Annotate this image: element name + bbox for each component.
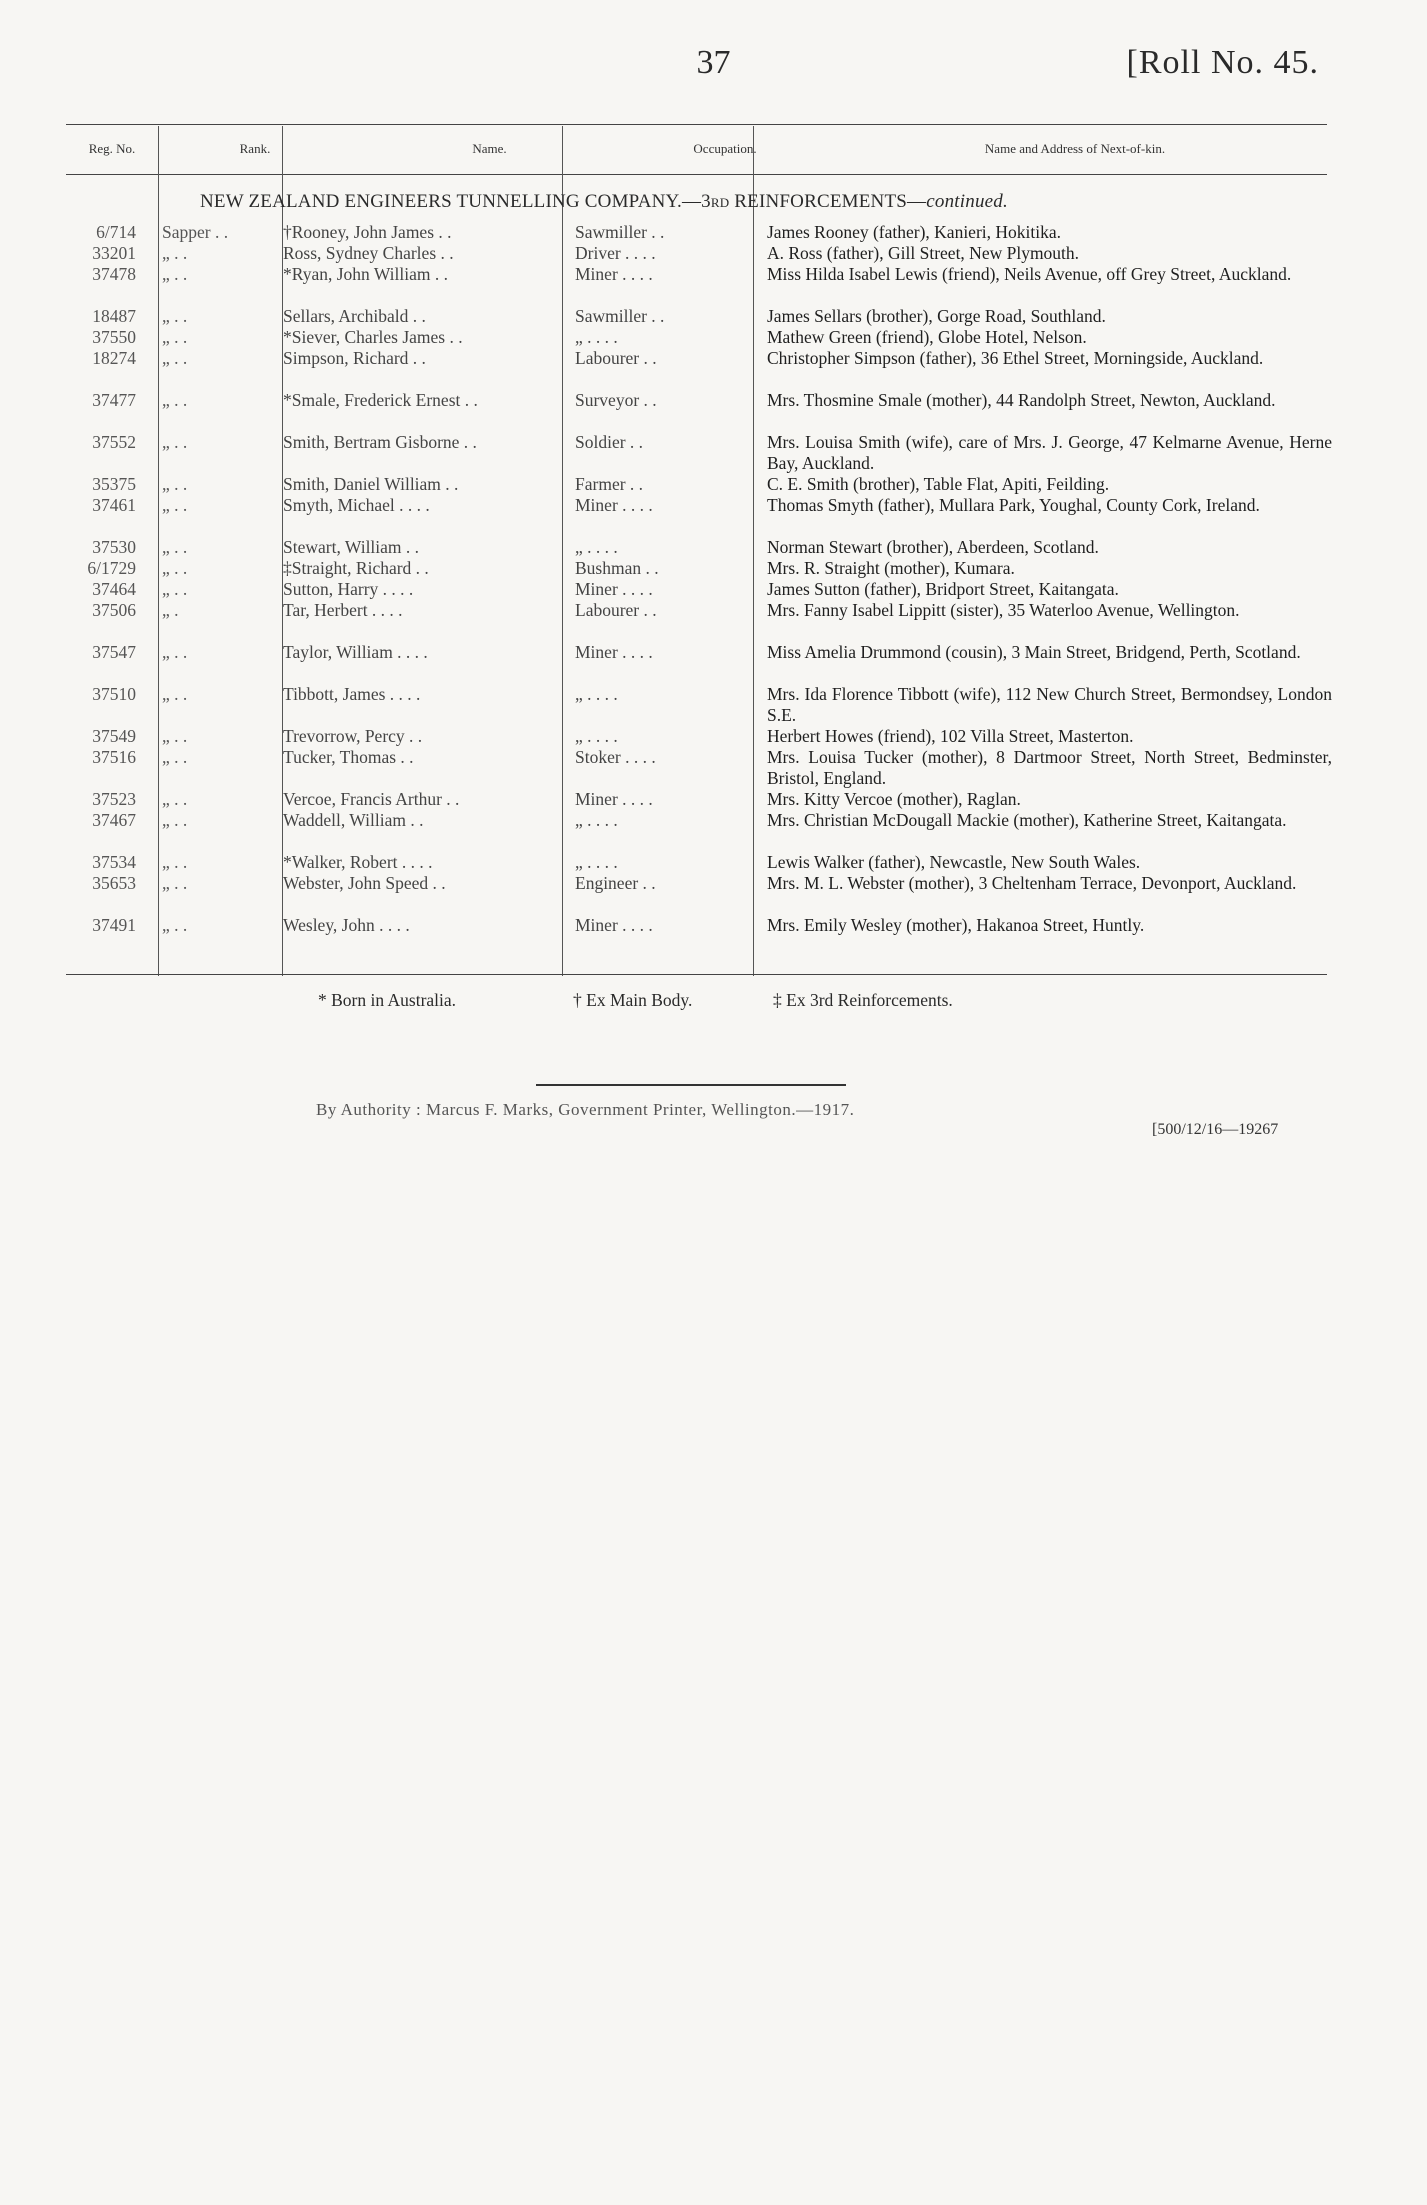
reg-number: 6/1729 <box>87 558 136 578</box>
reg-number: 37552 <box>92 432 136 452</box>
soldier-name: *Walker, Robert . . . . <box>283 852 433 872</box>
next-of-kin: Mrs. Christian McDougall Mackie (mother), Katherine Street, Kaitangata. <box>767 810 1287 830</box>
reg-number: 37516 <box>92 747 136 767</box>
next-of-kin: Mrs. Ida Florence Tibbott (wife), 112 New Church Street, Bermondsey, London S.E. <box>767 684 1332 725</box>
footnote-ex-main-body: † Ex Main Body. <box>573 990 693 1010</box>
soldier-name: Trevorrow, Percy . . <box>283 726 423 746</box>
occupation: „ . . . . <box>575 726 618 746</box>
rank: „ . . <box>162 915 188 935</box>
header-rule <box>66 174 1327 175</box>
next-of-kin: Lewis Walker (father), Newcastle, New South Wales. <box>767 852 1141 872</box>
soldier-name: Webster, John Speed . . <box>283 873 446 893</box>
reg-number: 37467 <box>92 810 136 830</box>
column-divider <box>562 126 563 976</box>
reg-number: 37530 <box>92 537 136 557</box>
rank: „ . . <box>162 726 188 746</box>
rank: „ . . <box>162 495 188 515</box>
footnote-ex-3rd: ‡ Ex 3rd Reinforcements. <box>773 990 953 1010</box>
occupation: Bushman . . <box>575 558 659 578</box>
next-of-kin: Herbert Howes (friend), 102 Villa Street, Masterton. <box>767 726 1134 746</box>
header-rank: Rank. <box>239 141 271 156</box>
occupation: Sawmiller . . <box>575 306 665 326</box>
rank: „ . . <box>162 747 188 767</box>
column-divider <box>158 126 159 976</box>
rank: „ . . <box>162 810 188 830</box>
occupation: Miner . . . . <box>575 915 653 935</box>
soldier-name: Smith, Bertram Gisborne . . <box>283 432 477 452</box>
rank: „ . . <box>162 579 188 599</box>
rank: „ . . <box>162 348 188 368</box>
header-name: Name. <box>472 141 507 156</box>
soldier-name: ‡Straight, Richard . . <box>283 558 429 578</box>
reg-number: 37510 <box>92 684 136 704</box>
reg-number: 37523 <box>92 789 136 809</box>
reg-number: 37534 <box>92 852 136 872</box>
soldier-name: Waddell, William . . <box>283 810 424 830</box>
header-occupation: Occupation. <box>693 141 757 156</box>
section-title-continued: continued. <box>926 191 1008 212</box>
next-of-kin: Mrs. Louisa Tucker (mother), 8 Dartmoor Street, North Street, Bedminster, Bristol, England. <box>767 747 1332 788</box>
occupation: „ . . . . <box>575 327 618 347</box>
section-title-rest: REINFORCEMENTS— <box>729 191 927 212</box>
soldier-name: Wesley, John . . . . <box>283 915 410 935</box>
rank: „ . . <box>162 684 188 704</box>
table-header <box>66 126 1327 172</box>
reg-number: 18487 <box>92 306 136 326</box>
reg-number: 37477 <box>92 390 136 410</box>
page-number: 37 <box>696 44 731 81</box>
reg-number: 37464 <box>92 579 136 599</box>
rank: „ . . <box>162 327 188 347</box>
next-of-kin: A. Ross (father), Gill Street, New Plymouth. <box>767 243 1080 263</box>
next-of-kin: James Sutton (father), Bridport Street, Kaitangata. <box>767 579 1119 599</box>
rank: „ . . <box>162 789 188 809</box>
next-of-kin: Mrs. Fanny Isabel Lippitt (sister), 35 Waterloo Avenue, Wellington. <box>767 600 1240 620</box>
next-of-kin: Mrs. R. Straight (mother), Kumara. <box>767 558 1015 578</box>
soldier-name: Smyth, Michael . . . . <box>283 495 430 515</box>
soldier-name: Simpson, Richard . . <box>283 348 426 368</box>
reg-number: 33201 <box>92 243 136 263</box>
rank: „ . . <box>162 306 188 326</box>
next-of-kin: Mathew Green (friend), Globe Hotel, Nelson. <box>767 327 1087 347</box>
occupation: Miner . . . . <box>575 789 653 809</box>
reg-number: 37547 <box>92 642 136 662</box>
soldier-name: Tucker, Thomas . . <box>283 747 414 767</box>
occupation: Stoker . . . . <box>575 747 656 767</box>
reg-number: 37491 <box>92 915 136 935</box>
soldier-name: Sutton, Harry . . . . <box>283 579 414 599</box>
section-title-main: NEW ZEALAND ENGINEERS TUNNELLING COMPANY.—3 <box>200 191 711 212</box>
top-rule <box>66 124 1327 125</box>
reg-number: 37506 <box>92 600 136 620</box>
soldier-name: Tibbott, James . . . . <box>283 684 421 704</box>
occupation: Labourer . . <box>575 600 657 620</box>
reg-number: 6/714 <box>96 222 136 242</box>
header-next-of-kin: Name and Address of Next-of-kin. <box>984 141 1166 156</box>
next-of-kin: Mrs. Emily Wesley (mother), Hakanoa Street, Huntly. <box>767 915 1145 935</box>
occupation: Soldier . . <box>575 432 644 452</box>
rank: „ . . <box>162 873 188 893</box>
rank: „ . <box>162 600 179 620</box>
soldier-name: Tar, Herbert . . . . <box>283 600 403 620</box>
next-of-kin: Thomas Smyth (father), Mullara Park, Youghal, County Cork, Ireland. <box>767 495 1260 515</box>
soldier-name: *Ryan, John William . . <box>283 264 449 284</box>
rank: „ . . <box>162 264 188 284</box>
soldier-name: *Siever, Charles James . . <box>283 327 463 347</box>
next-of-kin: James Rooney (father), Kanieri, Hokitika. <box>767 222 1062 242</box>
reg-number: 35375 <box>92 474 136 494</box>
next-of-kin: Mrs. Louisa Smith (wife), care of Mrs. J. George, 47 Kelmarne Avenue, Herne Bay, Auckland. <box>767 432 1332 473</box>
occupation: „ . . . . <box>575 852 618 872</box>
soldier-name: *Smale, Frederick Ernest . . <box>283 390 478 410</box>
occupation: Miner . . . . <box>575 642 653 662</box>
column-divider <box>753 126 754 976</box>
occupation: „ . . . . <box>575 810 618 830</box>
rank: „ . . <box>162 852 188 872</box>
next-of-kin: Norman Stewart (brother), Aberdeen, Scotland. <box>767 537 1099 557</box>
rank: „ . . <box>162 243 188 263</box>
occupation: Miner . . . . <box>575 264 653 284</box>
reg-number: 18274 <box>92 348 136 368</box>
rank: „ . . <box>162 558 188 578</box>
next-of-kin: Mrs. Kitty Vercoe (mother), Raglan. <box>767 789 1021 809</box>
section-title-sup: RD <box>710 195 730 210</box>
reg-number: 37550 <box>92 327 136 347</box>
occupation: Farmer . . <box>575 474 644 494</box>
rank: „ . . <box>162 537 188 557</box>
occupation: Sawmiller . . <box>575 222 665 242</box>
header-reg-no: Reg. No. <box>88 141 136 156</box>
occupation: Miner . . . . <box>575 579 653 599</box>
bottom-rule <box>66 974 1327 975</box>
occupation: Driver . . . . <box>575 243 656 263</box>
rank: Sapper . . <box>162 222 229 242</box>
next-of-kin: Christopher Simpson (father), 36 Ethel Street, Morningside, Auckland. <box>767 348 1264 368</box>
occupation: Miner . . . . <box>575 495 653 515</box>
reg-number: 37549 <box>92 726 136 746</box>
print-code: [500/12/16—19267 <box>1152 1121 1279 1138</box>
reg-number: 37461 <box>92 495 136 515</box>
next-of-kin: Miss Amelia Drummond (cousin), 3 Main Street, Bridgend, Perth, Scotland. <box>767 642 1301 662</box>
printer-authority: By Authority : Marcus F. Marks, Government Printer, Wellington.—1917. <box>316 1100 855 1119</box>
roll-title: [Roll No. 45. <box>1126 44 1319 81</box>
soldier-name: Smith, Daniel William . . <box>283 474 459 494</box>
soldier-name: Taylor, William . . . . <box>283 642 428 662</box>
soldier-name: Vercoe, Francis Arthur . . <box>283 789 460 809</box>
next-of-kin: C. E. Smith (brother), Table Flat, Apiti, Feilding. <box>767 474 1110 494</box>
next-of-kin: Miss Hilda Isabel Lewis (friend), Neils Avenue, off Grey Street, Auckland. <box>767 264 1292 284</box>
reg-number: 35653 <box>92 873 136 893</box>
reg-number: 37478 <box>92 264 136 284</box>
soldier-name: Stewart, William . . <box>283 537 420 557</box>
occupation: Surveyor . . <box>575 390 657 410</box>
rank: „ . . <box>162 390 188 410</box>
soldier-name: Sellars, Archibald . . <box>283 306 426 326</box>
soldier-name: †Rooney, John James . . <box>283 222 452 242</box>
occupation: Engineer . . <box>575 873 656 893</box>
occupation: „ . . . . <box>575 684 618 704</box>
rank: „ . . <box>162 642 188 662</box>
next-of-kin: Mrs. M. L. Webster (mother), 3 Cheltenham Terrace, Devonport, Auckland. <box>767 873 1297 893</box>
soldier-name: Ross, Sydney Charles . . <box>283 243 454 263</box>
rank: „ . . <box>162 474 188 494</box>
imprint-rule <box>536 1084 846 1086</box>
rank: „ . . <box>162 432 188 452</box>
footnote-born-australia: * Born in Australia. <box>318 990 457 1010</box>
occupation: „ . . . . <box>575 537 618 557</box>
next-of-kin: James Sellars (brother), Gorge Road, Southland. <box>767 306 1106 326</box>
occupation: Labourer . . <box>575 348 657 368</box>
next-of-kin: Mrs. Thosmine Smale (mother), 44 Randolph Street, Newton, Auckland. <box>767 390 1276 410</box>
section-title <box>200 191 1240 213</box>
